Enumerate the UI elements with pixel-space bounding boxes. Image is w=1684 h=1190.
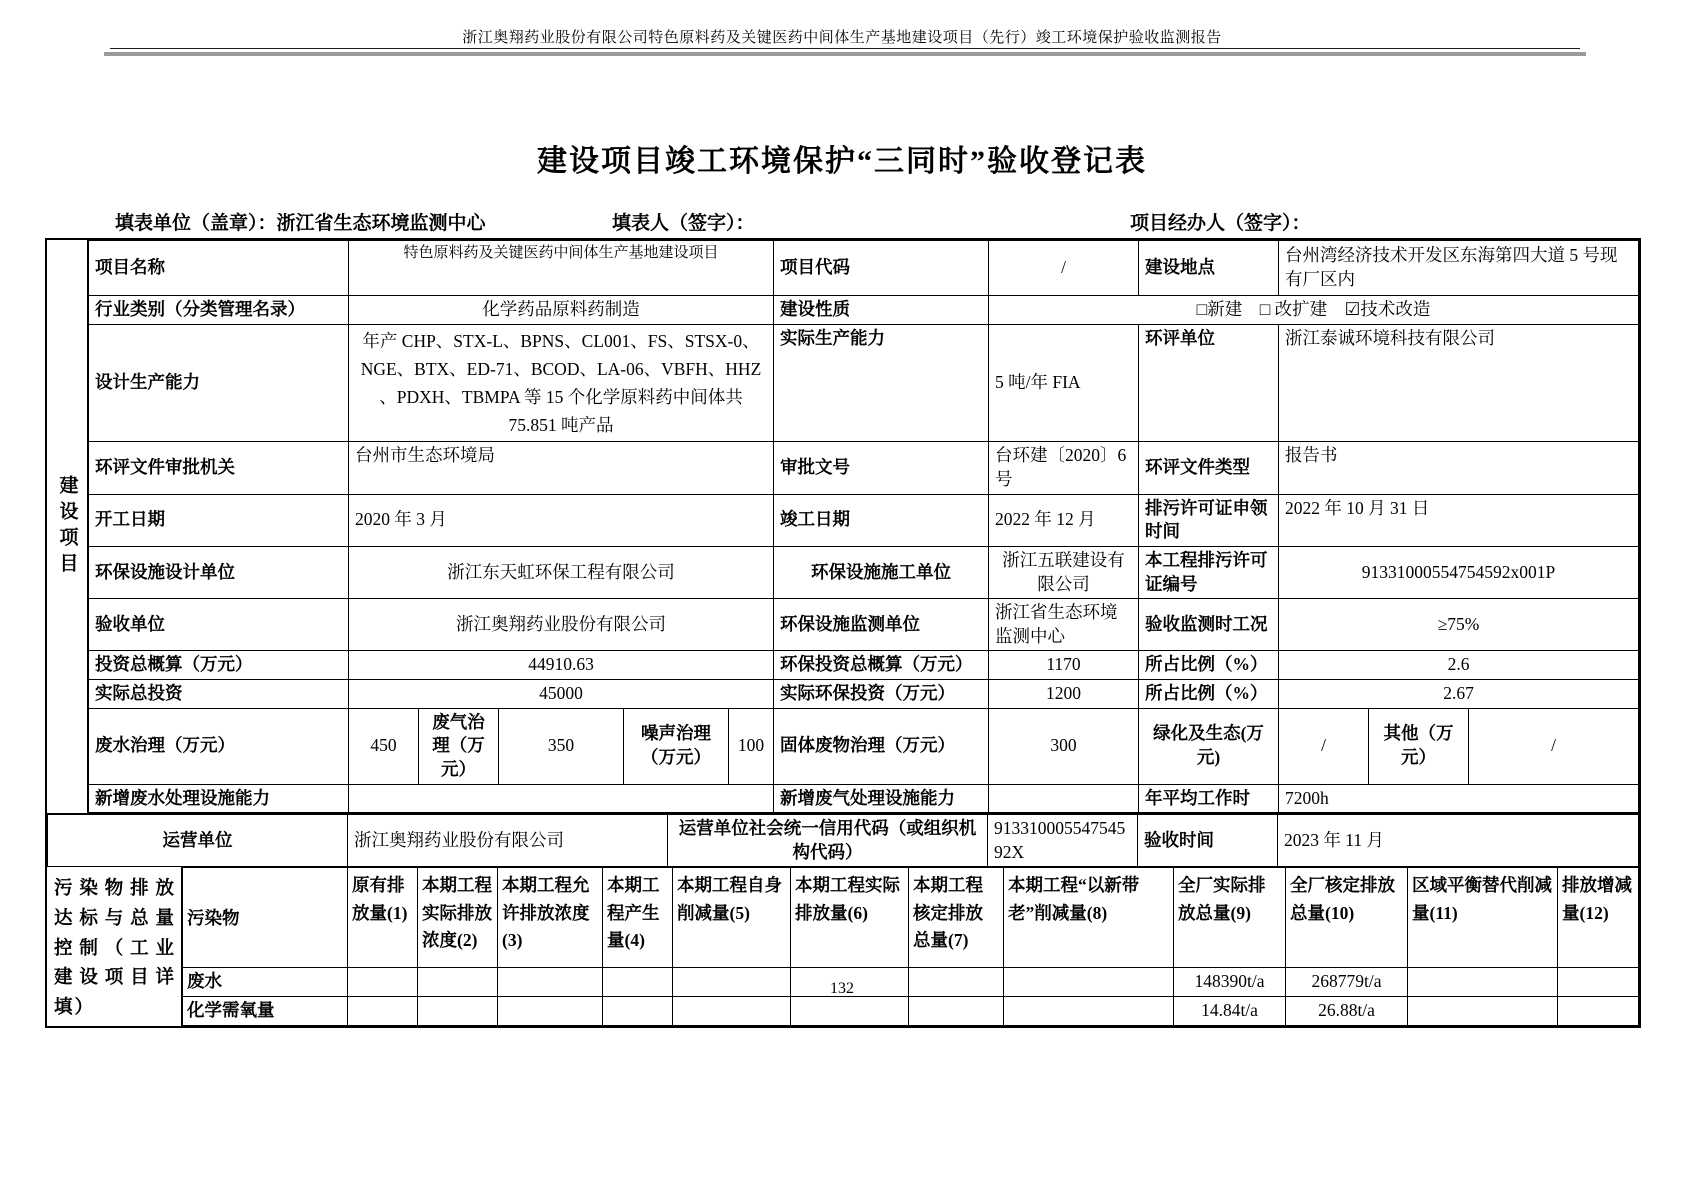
pollutant-header-row [183,868,1639,968]
info-table-upper [88,240,1639,709]
approval-number-label: 审批文号 [774,441,989,494]
other-cost-label: 其他（万元） [1369,708,1469,784]
wastewater-cost-value: 450 [349,708,419,784]
env-design-unit-value: 浙江东天虹环保工程有限公司 [349,546,774,598]
budget-ratio-value: 2.6 [1279,651,1639,680]
table-row [89,784,1639,813]
annual-working-hours-value: 7200h [1279,784,1639,813]
construction-project-section [47,240,1639,813]
cell-5 [673,997,791,1026]
env-monitor-unit-label: 环保设施监测单位 [774,599,989,651]
fill-agent-label: 项目经办人（签字）： [1130,213,1311,234]
construction-project-rows [88,240,1639,813]
budget-ratio-label: 所占比例（%） [1139,651,1279,680]
eia-unit-label: 环评单位 [1139,324,1279,441]
acceptance-time-label: 验收时间 [1138,814,1278,867]
eia-approval-authority-label: 环评文件审批机关 [89,441,349,494]
new-wastewater-capacity-label: 新增废水处理设施能力 [89,784,349,813]
plant-actual-total-value: 148390t/a [1174,968,1286,997]
new-waste-gas-capacity-label: 新增废气处理设施能力 [774,784,989,813]
start-date-value: 2020 年 3 月 [349,494,774,546]
actual-investment-label: 实际总投资 [89,680,349,709]
treatment-cost-row [88,708,1639,785]
location-label: 建设地点 [1139,241,1279,296]
col-header-regional-offset: 区域平衡替代削减量(11) [1408,868,1558,968]
cell-7 [909,997,1004,1026]
eia-doc-type-value: 报告书 [1279,441,1639,494]
monitoring-condition-value: ≥75% [1279,599,1639,651]
col-header-discharge-change: 排放增减量(12) [1558,868,1639,968]
header-rule-thick [104,52,1586,56]
col-header-approved-total: 本期工程核定排放总量(7) [909,868,1004,968]
greening-cost-label: 绿化及生态(万元) [1139,708,1279,784]
table-row [89,708,1639,784]
industry-category-label: 行业类别（分类管理名录） [89,296,349,325]
env-budget-value: 1170 [989,651,1139,680]
table-row [89,599,1639,651]
pollutant-name: 化学需氧量 [183,997,348,1026]
cell-8 [1004,997,1174,1026]
table-row [89,296,1639,325]
header-rule-thin [110,48,1580,49]
cell-6 [791,997,909,1026]
design-capacity-label: 设计生产能力 [89,324,349,441]
page-title: 建设项目竣工环境保护“三同时”验收登记表 [537,145,1147,178]
document-running-header: 浙江奥翔药业股份有限公司特色原料药及关键医药中间体生产基地建设项目（先行）竣工环境保护验收监测报告 [462,30,1222,46]
permit-apply-time-label: 排污许可证申领时间 [1139,494,1279,546]
fill-unit-label: 填表单位（盖章）：浙江省生态环境监测中心 [115,213,486,234]
total-budget-value: 44910.63 [349,651,774,680]
table-row [89,241,1639,296]
eia-doc-type-label: 环评文件类型 [1139,441,1279,494]
cell-4 [603,997,673,1026]
cell-3 [498,997,603,1026]
start-date-label: 开工日期 [89,494,349,546]
eia-unit-value: 浙江泰诚环境科技有限公司 [1279,324,1639,441]
pollutant-name: 废水 [183,968,348,997]
registration-table [45,238,1641,1028]
col-header-actual-discharge: 本期工程实际排放量(6) [791,868,909,968]
completion-date-label: 竣工日期 [774,494,989,546]
actual-capacity-label: 实际生产能力 [774,324,989,441]
env-construction-unit-value: 浙江五联建设有限公司 [989,546,1139,598]
table-row [89,494,1639,546]
col-header-actual-concentration: 本期工程实际排放浓度(2) [418,868,498,968]
table-row [48,814,1639,867]
page-number: 132 [830,980,854,997]
col-header-self-reduction: 本期工程自身削减量(5) [673,868,791,968]
permit-number-label: 本工程排污许可证编号 [1139,546,1279,598]
env-monitor-unit-value: 浙江省生态环境监测中心 [989,599,1139,651]
pollutant-section [47,866,1639,1025]
plant-approved-total-value: 26.88t/a [1286,997,1408,1026]
new-wastewater-capacity-value [349,784,774,813]
project-code-value: / [989,241,1139,296]
env-budget-label: 环保投资总概算（万元） [774,651,989,680]
table-row [89,680,1639,709]
col-header-original-discharge: 原有排放量(1) [348,868,418,968]
industry-category-value: 化学药品原料药制造 [349,296,774,325]
operating-unit-label: 运营单位 [48,814,348,867]
credit-code-label: 运营单位社会统一信用代码（或组织机构代码） [668,814,988,867]
solid-waste-cost-label: 固体废物治理（万元） [774,708,989,784]
new-capacity-row [88,784,1639,814]
greening-cost-value: / [1279,708,1369,784]
noise-cost-label: 噪声治理（万元） [624,708,729,784]
pollutant-table-wrap [182,867,1639,1025]
acceptance-unit-value: 浙江奥翔药业股份有限公司 [349,599,774,651]
approval-number-value: 台环建〔2020〕6 号 [989,441,1139,494]
table-row [89,324,1639,441]
section-vertical-label-cell [47,240,88,813]
permit-number-value: 91331000554754592x001P [1279,546,1639,598]
col-header-plant-actual-total: 全厂实际排放总量(9) [1174,868,1286,968]
table-row [89,651,1639,680]
cell-11 [1408,997,1558,1026]
waste-gas-cost-label: 废气治理（万元） [419,708,499,784]
actual-env-investment-value: 1200 [989,680,1139,709]
env-design-unit-label: 环保设施设计单位 [89,546,349,598]
col-header-old-offset-reduction: 本期工程“以新带老”削减量(8) [1004,868,1174,968]
location-value: 台州湾经济技术开发区东海第四大道 5 号现有厂区内 [1279,241,1639,296]
env-construction-unit-label: 环保设施施工单位 [774,546,989,598]
col-header-allowed-concentration: 本期工程允许排放浓度(3) [498,868,603,968]
acceptance-time-value: 2023 年 11 月 [1278,814,1639,867]
waste-gas-cost-value: 350 [499,708,624,784]
plant-actual-total-value: 14.84t/a [1174,997,1286,1026]
solid-waste-cost-value: 300 [989,708,1139,784]
completion-date-value: 2022 年 12 月 [989,494,1139,546]
operating-unit-row [47,813,1639,867]
project-name-label: 项目名称 [89,241,349,296]
actual-ratio-label: 所占比例（%） [1139,680,1279,709]
col-header-generated-amount: 本期工程产生量(4) [603,868,673,968]
total-budget-label: 投资总概算（万元） [89,651,349,680]
cell-1 [348,997,418,1026]
table-row [89,441,1639,494]
actual-capacity-value: 5 吨/年 FIA [989,324,1139,441]
pollutant-section-label: 污染物排放达标与总量控制（工业建设项目详填） [47,867,182,1025]
construction-nature-checkboxes: □新建 □ 改扩建 ☑技术改造 [989,296,1639,325]
table-row [89,546,1639,598]
col-header-plant-approved-total: 全厂核定排放总量(10) [1286,868,1408,968]
fill-person-label: 填表人（签字）： [612,213,755,234]
project-name-value: 特色原料药及关键医药中间体生产基地建设项目 [349,241,774,296]
cell-2 [418,997,498,1026]
new-waste-gas-capacity-value [989,784,1139,813]
cell-12 [1558,997,1639,1026]
monitoring-condition-label: 验收监测时工况 [1139,599,1279,651]
permit-apply-time-value: 2022 年 10 月 31 日 [1279,494,1639,546]
other-cost-value: / [1469,708,1639,784]
annual-working-hours-label: 年平均工作时 [1139,784,1279,813]
credit-code-value: 91331000554754592X [988,814,1138,867]
col-header-pollutant: 污染物 [183,868,348,968]
actual-env-investment-label: 实际环保投资（万元） [774,680,989,709]
section-vertical-label: 建设项目 [56,474,78,579]
noise-cost-value: 100 [729,708,774,784]
pollutant-row-cod [183,997,1639,1026]
construction-nature-label: 建设性质 [774,296,989,325]
actual-ratio-value: 2.67 [1279,680,1639,709]
plant-approved-total-value: 268779t/a [1286,968,1408,997]
eia-approval-authority-value: 台州市生态环境局 [349,441,774,494]
project-code-label: 项目代码 [774,241,989,296]
wastewater-cost-label: 废水治理（万元） [89,708,349,784]
design-capacity-value: 年产 CHP、STX-L、BPNS、CL001、FS、STSX-0、NGE、BTX、ED-71、BCOD、LA-06、VBFH、HHZ 、PDXH、TBMPA 等 15 个化学原料药中间体共 75.851 吨产品 [349,324,774,441]
pollutant-table [182,867,1639,1025]
operating-unit-value: 浙江奥翔药业股份有限公司 [348,814,668,867]
actual-investment-value: 45000 [349,680,774,709]
acceptance-unit-label: 验收单位 [89,599,349,651]
